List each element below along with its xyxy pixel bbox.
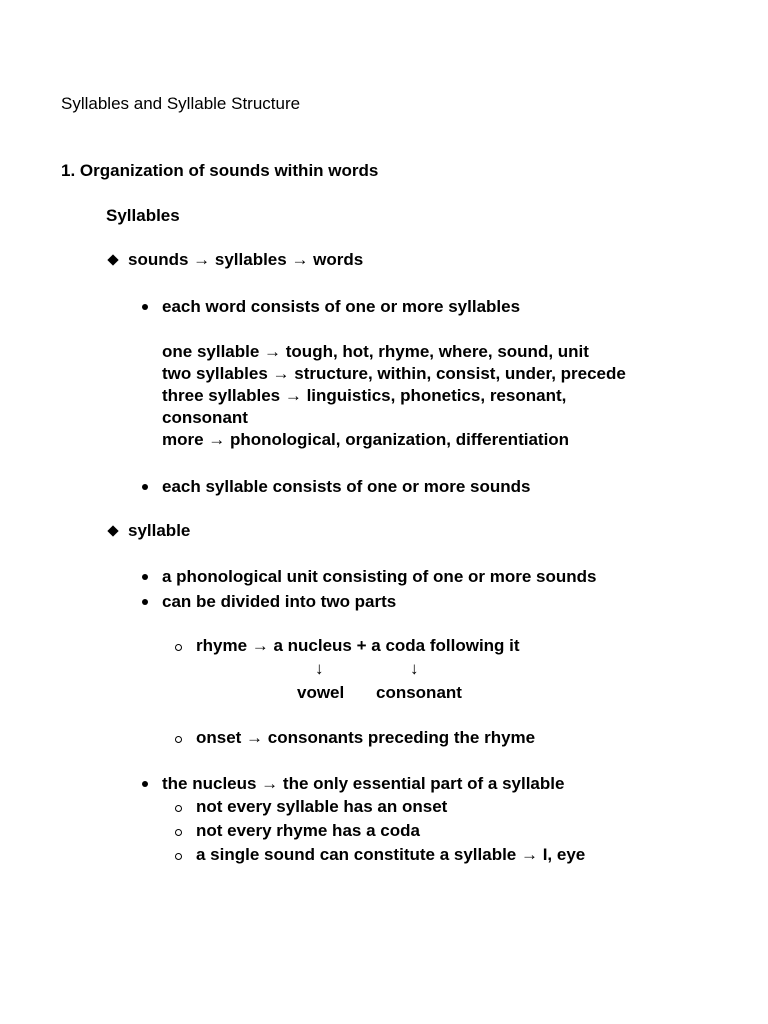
diamond-bullet-icon [107, 254, 118, 265]
subheading-syllables: Syllables [106, 206, 180, 225]
rhyme-definition: rhyme → a nucleus + a coda following it [196, 636, 520, 655]
vowel-label: vowel [297, 683, 345, 702]
sub-onset-note: not every syllable has an onset [196, 797, 448, 816]
bullet-phonological-unit: a phonological unit consisting of one or more sounds [162, 567, 597, 586]
syllable-label: syllable [128, 521, 191, 540]
example-more-syllables: more → phonological, organization, differentiation [162, 430, 570, 449]
example-three-syllables: three syllables → linguistics, phonetics, resonant, [162, 386, 567, 405]
consonant-label: consonant [376, 683, 462, 702]
circle-bullet-icon [175, 829, 182, 836]
bullet-icon [142, 304, 148, 310]
bullet-two-parts: can be divided into two parts [162, 592, 397, 611]
bullet-icon [142, 484, 148, 490]
bullet-icon [142, 574, 148, 580]
sub-coda-note: not every rhyme has a coda [196, 821, 420, 840]
example-two-syllables: two syllables → structure, within, consist, under, precede [162, 364, 626, 383]
hierarchy-chain: sounds → syllables → words [128, 250, 364, 269]
circle-bullet-icon [175, 644, 182, 651]
onset-definition: onset → consonants preceding the rhyme [196, 728, 536, 747]
down-arrow-icon: ↓ [410, 659, 419, 678]
example-one-syllable: one syllable → tough, hot, rhyme, where, sound, unit [162, 342, 589, 361]
circle-bullet-icon [175, 853, 182, 860]
bullet-nucleus: the nucleus → the only essential part of a syllable [162, 774, 565, 793]
bullet-word-syllables: each word consists of one or more syllables [162, 297, 521, 316]
sub-single-sound-note: a single sound can constitute a syllable → I, eye [196, 845, 586, 864]
down-arrow-icon: ↓ [315, 659, 324, 678]
example-three-syllables-cont: consonant [162, 408, 248, 427]
bullet-syllable-sounds: each syllable consists of one or more sounds [162, 477, 531, 496]
section-heading: 1. Organization of sounds within words [61, 161, 379, 180]
circle-bullet-icon [175, 736, 182, 743]
circle-bullet-icon [175, 805, 182, 812]
document-title: Syllables and Syllable Structure [61, 94, 301, 113]
diamond-bullet-icon [107, 525, 118, 536]
bullet-icon [142, 599, 148, 605]
bullet-icon [142, 781, 148, 787]
